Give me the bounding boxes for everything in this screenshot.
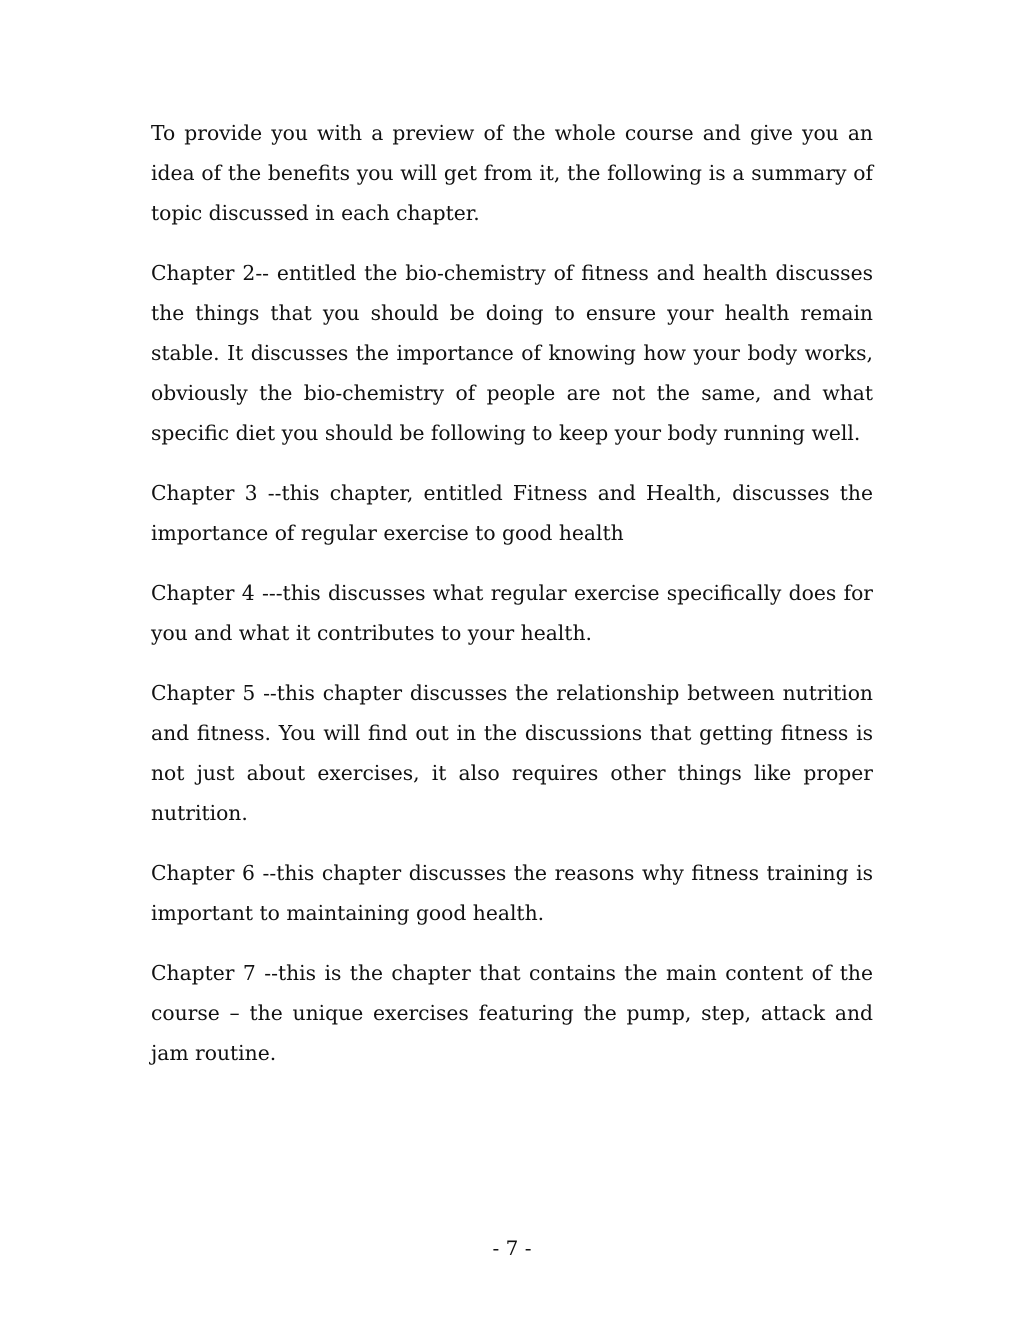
page-number: - 7 -	[492, 1236, 532, 1260]
chapter-5-summary: Chapter 5 --this chapter discusses the relationship between nutrition and fitness. You will find out in the discussions that getting fitness is not just about exercises, it also requires other things like proper nutrition.	[151, 681, 873, 825]
chapter-2-summary: Chapter 2-- entitled the bio-chemistry of fitness and health discusses the things that you should be doing to ensure your health remain stable. It discusses the importance of knowing how your body works, obviously the bio-chemistry of people are not the same, and what specific diet you should be following to keep your body running well.	[151, 261, 873, 445]
chapter-4-summary: Chapter 4 ---this discusses what regular exercise specifically does for you and what it contributes to your health.	[151, 581, 873, 645]
chapter-3-summary: Chapter 3 --this chapter, entitled Fitness and Health, discusses the importance of regular exercise to good health	[151, 481, 873, 545]
chapter-6-summary: Chapter 6 --this chapter discusses the reasons why fitness training is important to maintaining good health.	[151, 861, 873, 925]
page-body	[151, 113, 873, 1093]
chapter-7-summary: Chapter 7 --this is the chapter that contains the main content of the course – the unique exercises featuring the pump, step, attack and jam routine.	[151, 961, 873, 1065]
intro-paragraph: To provide you with a preview of the whole course and give you an idea of the benefits you will get from it, the following is a summary of topic discussed in each chapter.	[151, 121, 873, 225]
